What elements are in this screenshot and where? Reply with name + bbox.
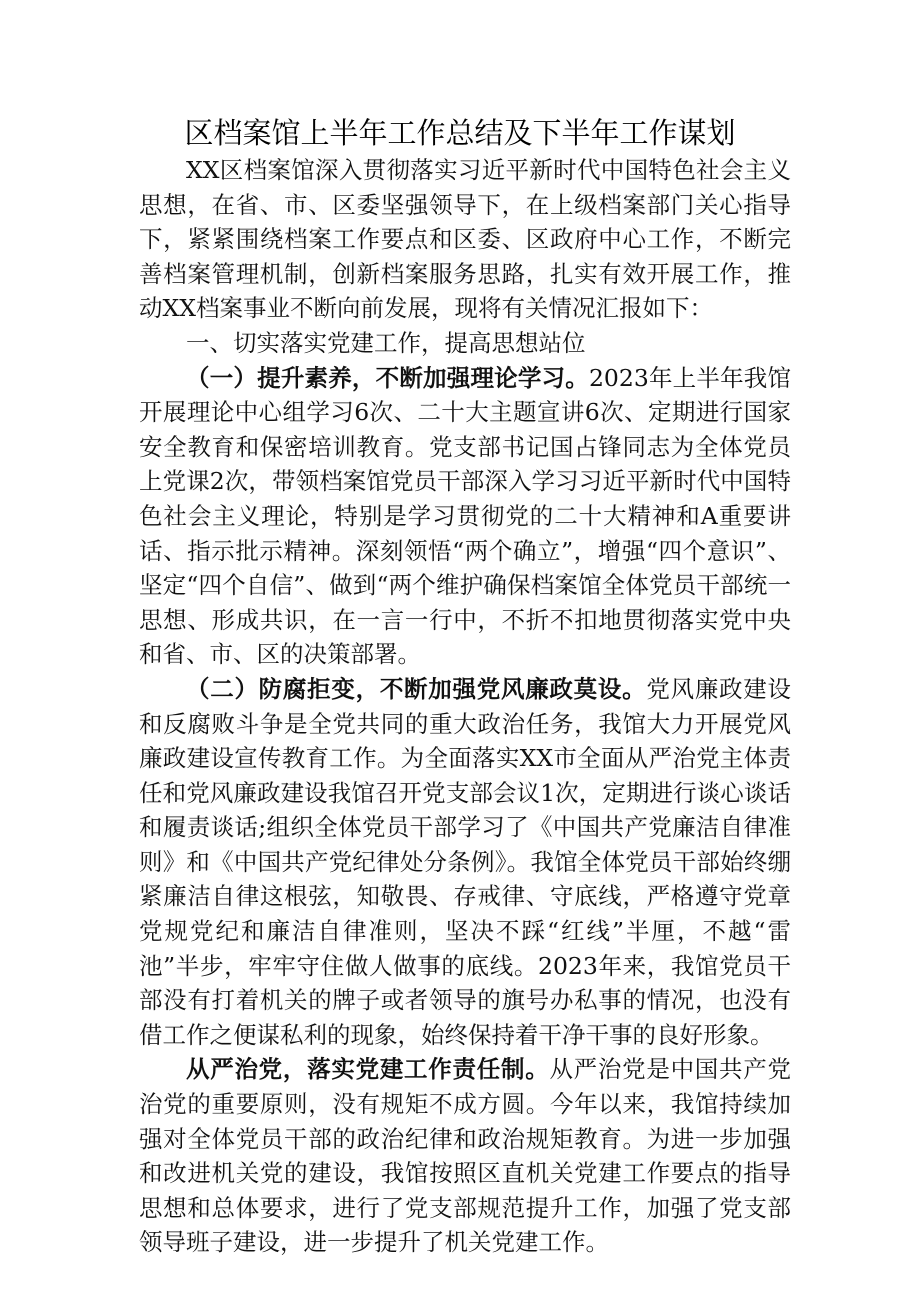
section-heading: 一、切实落实党建工作，提高思想站位 (186, 328, 586, 357)
paragraph-3-text: 从严治党是中国共产党治党的重要原则，没有规矩不成方圆。今年以来，我馆持续加强对全体党员干部的政治纪律和政治规矩教育。为进一步加强和改进机关党的建设，我馆按照区直机关党建工作要点的指导思想和总体要求，进行了党支部规范提升工作，加强了党支部领导班子建设，进一步提升了机关党建工作。 (139, 1055, 791, 1257)
document-title: 区档案馆上半年工作总结及下半年工作谋划 (184, 116, 736, 150)
intro-paragraph: XX区档案馆深入贯彻落实习近平新时代中国特色社会主义思想，在省、市、区委坚强领导下，在上级档案部门关心指导下，紧紧围绕档案工作要点和区委、区政府中心工作，不断完善档案管理机制，创新档案服务思路，扎实有效开展工作，推动XX档案事业不断向前发展，现将有关情况汇报如下： (139, 156, 791, 323)
paragraph-2-lead: （二）防腐拒变，不断加强党风廉政莫设。 (186, 674, 647, 703)
paragraph-2-text: 党风廉政建设和反腐败斗争是全党共同的重大政治任务，我馆大力开展党风廉政建设宣传教育工作。为全面落实XX市全面从严治党主体责任和党风廉政建设我馆召开党支部会议1次，定期进行谈心谈话和履责谈话;组织全体党员干部学习了《中国共产党廉洁自律准则》和《中国共产党纪律处分条例》。我馆全体党员干部始终绷紧廉洁自律这根弦，知敬畏、存戒律、守底线，严格遵守党章党规党纪和廉洁自律准则，坚决不踩“红线”半厘，不越“雷池”半步，牢牢守住做人做事的底线。2023年来，我馆党员干部没有打着机关的牌子或者领导的旗号办私事的情况，也没有借工作之便谋私利的现象，始终保持着干净干事的良好形象。 (139, 674, 792, 1049)
paragraph-1-text: 2023年上半年我馆开展理论中心组学习6次、二十大主题宣讲6次、定期进行国家安全教育和保密培训教育。党支部书记国占锋同志为全体党员上党课2次，带领档案馆党员干部深入学习习近平新时代中国特色社会主义理论，特别是学习贯彻党的二十大精神和A重要讲话、指示批示精神。深刻领悟“两个确立”，增强“四个意识”、坚定“四个自信”、做到“两个维护确保档案馆全体党员干部统一思想、形成共识，在一言一行中，不折不扣地贯彻落实党中央和省、市、区的决策部署。 (139, 363, 791, 669)
paragraph-1 (139, 361, 791, 672)
paragraph-1-lead: （一）提升素养，不断加强理论学习。 (186, 363, 589, 392)
paragraph-3 (139, 1052, 791, 1260)
document-body (139, 153, 791, 1260)
paragraph-3-lead: 从严治党，落实党建工作责任制。 (186, 1055, 550, 1084)
paragraph-2 (139, 672, 791, 1053)
